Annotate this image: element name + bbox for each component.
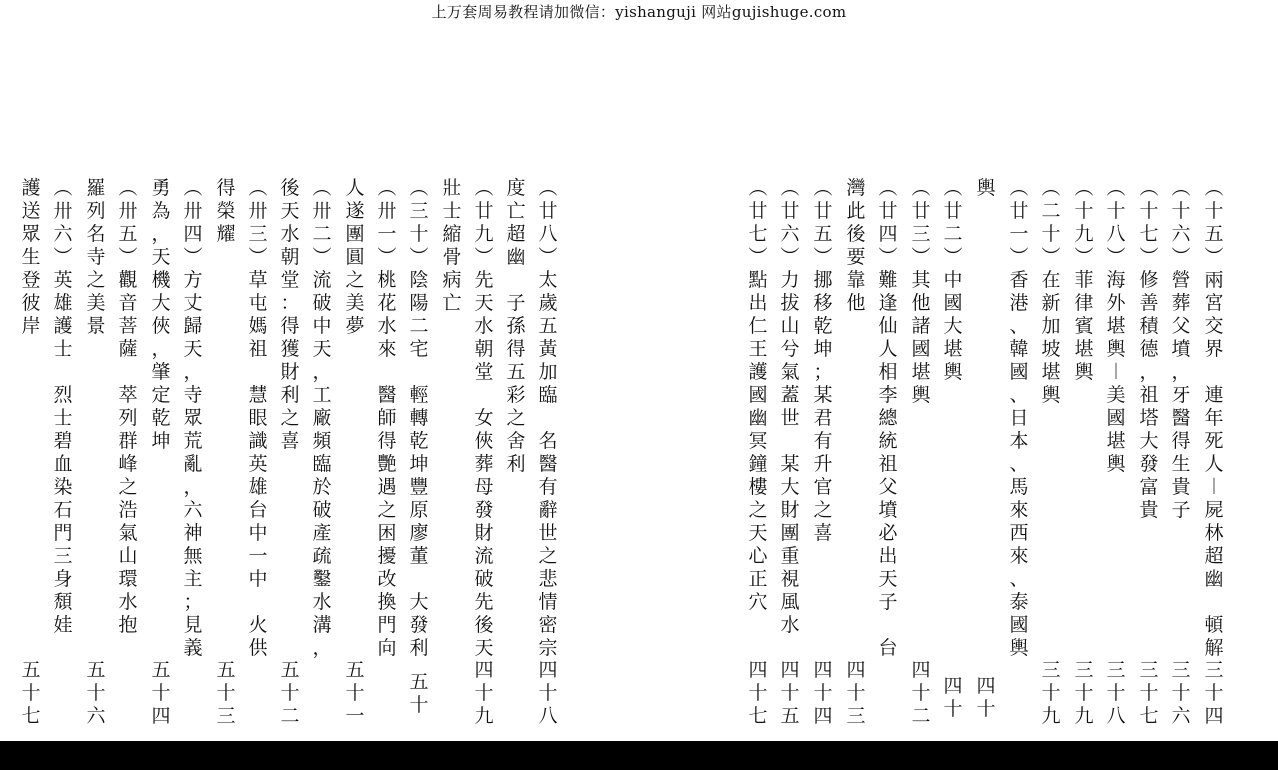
toc-entry-column: 壯 士 縮 骨 病 亡 (442, 177, 462, 314)
toc-page-number: 四 十 五 (780, 659, 800, 727)
toc-page-number: 四 十 三 (846, 659, 866, 727)
toc-page-number: 四 十 (943, 675, 963, 720)
toc-page-number: 五 十 二 (280, 659, 300, 727)
toc-entry-column: ︵ 廿 五 ︶ 挪 移 乾 坤 ； 某 君 有 升 官 之 喜 (813, 177, 833, 544)
toc-entry-column: ︵ 二 十 ︶ 在 新 加 坡 堪 輿 (1041, 177, 1061, 406)
toc-entry-column: ︵ 三 十 ︶ 陰 陽 二 宅 輕 轉 乾 坤 豐 原 廖 董 大 發 利 (409, 177, 429, 659)
toc-entry-column: 羅 列 名 寺 之 美 景 (86, 177, 106, 337)
toc-page-number: 五 十 (409, 671, 429, 716)
toc-entry-column: ︵ 十 七 ︶ 修 善 積 德 ， 祖 塔 大 發 富 貴 (1139, 177, 1159, 521)
toc-entry-column: 人 遂 團 圓 之 美 夢 (345, 177, 365, 337)
toc-page-number: 三 十 九 (1074, 659, 1094, 727)
toc-entry-column: ︵ 十 六 ︶ 營 葬 父 墳 ， 牙 醫 得 生 貴 子 (1171, 177, 1191, 521)
toc-entry-column: 後 天 水 朝 堂 ： 得 獲 財 利 之 喜 (280, 177, 300, 452)
toc-page-number: 五 十 三 (216, 659, 236, 727)
toc-page-number: 四 十 二 (911, 659, 931, 727)
toc-page-number: 四 十 (976, 675, 996, 720)
toc-entry-column: ︵ 廿 三 ︶ 其 他 諸 國 堪 輿 (911, 177, 931, 406)
toc-entry-column: ︵ 廿 八 ︶ 太 歲 五 黃 加 臨 名 醫 有 辭 世 之 悲 情 密 宗 (538, 177, 558, 659)
toc-page-number: 五 十 七 (21, 659, 41, 727)
toc-page-number: 五 十 一 (345, 659, 365, 727)
toc-entry-column: ︵ 廿 六 ︶ 力 拔 山 兮 氣 蓋 世 某 大 財 團 重 視 風 水 (780, 177, 800, 636)
toc-page-number: 四 十 八 (538, 659, 558, 727)
toc-entry-column: 度 亡 超 幽 子 孫 得 五 彩 之 舍 利 (506, 177, 526, 475)
toc-entry-column: 護 送 眾 生 登 彼 岸 (21, 177, 41, 337)
toc-entry-column: ︵ 廿 九 ︶ 先 天 水 朝 堂 女 俠 葬 母 發 財 流 破 先 後 天 (474, 177, 494, 659)
toc-entry-column: ︵ 十 九 ︶ 菲 律 賓 堪 輿 (1074, 177, 1094, 383)
toc-entry-column: ︵ 廿 四 ︶ 難 逢 仙 人 相 李 總 統 祖 父 墳 必 出 天 子 台 (878, 177, 898, 659)
toc-entry-column: 灣 此 後 要 靠 他 (846, 177, 866, 314)
bottom-bar (0, 741, 1278, 770)
toc-page-number: 四 十 九 (474, 659, 494, 727)
toc-entry-column: ︵ 廿 二 ︶ 中 國 大 堪 輿 (943, 177, 963, 383)
toc-page-number: 五 十 六 (86, 659, 106, 727)
toc-entry-column: ︵ 卅 二 ︶ 流 破 中 天 ， 工 廠 頻 臨 於 破 產 疏 鑿 水 溝 ， (312, 177, 332, 659)
toc-entry-column: ︵ 卅 六 ︶ 英 雄 護 士 烈 士 碧 血 染 石 門 三 身 頹 娃 (53, 177, 73, 636)
toc-page-number: 三 十 六 (1171, 659, 1191, 727)
toc-entry-column: ︵ 卅 四 ︶ 方 丈 歸 天 ， 寺 眾 荒 亂 ， 六 神 無 主 ； 見 義 (183, 177, 203, 659)
toc-entry-column: ︵ 卅 五 ︶ 觀 音 菩 薩 萃 列 群 峰 之 浩 氣 山 環 水 抱 (118, 177, 138, 636)
toc-entry-column: 勇 為 ， 天 機 大 俠 ， 肇 定 乾 坤 (151, 177, 171, 452)
toc-entry-column: 輿 (976, 177, 996, 199)
toc-page-number: 三 十 八 (1106, 659, 1126, 727)
toc-page-number: 三 十 七 (1139, 659, 1159, 727)
toc-entry-column: ︵ 卅 三 ︶ 草 屯 媽 祖 慧 眼 識 英 雄 台 中 一 中 火 供 (248, 177, 268, 659)
toc-entry-column: ︵ 廿 七 ︶ 點 出 仁 王 護 國 幽 冥 鐘 樓 之 天 心 正 穴 (748, 177, 768, 613)
toc-page-number: 三 十 四 (1204, 659, 1224, 727)
toc-page-number: 三 十 九 (1041, 659, 1061, 727)
toc-page-number: 四 十 七 (748, 659, 768, 727)
toc-entry-column: ︵ 十 八 ︶ 海 外 堪 輿 ︱ 美 國 堪 輿 (1106, 177, 1126, 475)
toc-page-number: 四 十 四 (813, 659, 833, 727)
toc-entry-column: 得 榮 耀 (216, 177, 236, 245)
toc-entry-column: ︵ 廿 一 ︶ 香 港 、 韓 國 、 日 本 、 馬 來 西 來 、 泰 國 輿 (1009, 177, 1029, 659)
watermark-text: 上万套周易教程请加微信：yishanguji 网站gujishuge.com (431, 3, 847, 21)
toc-entry-column: ︵ 卅 一 ︶ 桃 花 水 來 醫 師 得 艷 遇 之 困 擾 改 換 門 向 (377, 177, 397, 659)
toc-entry-column: ︵ 十 五 ︶ 兩 宮 交 界 連 年 死 人 ︱ 屍 林 超 幽 頓 解 (1204, 177, 1224, 659)
toc-page-number: 五 十 四 (151, 659, 171, 727)
